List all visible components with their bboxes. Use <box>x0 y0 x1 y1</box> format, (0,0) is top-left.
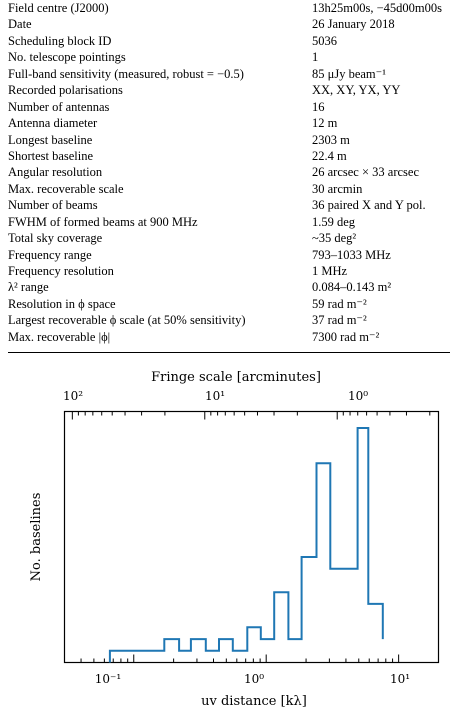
histogram-step-line <box>110 428 383 663</box>
table-row <box>8 115 450 131</box>
x-tick-label-0.1: 10⁻¹ <box>94 672 122 686</box>
parameter-label: Recorded polarisations <box>8 83 123 98</box>
uv-distance-histogram-figure <box>0 368 457 714</box>
top-axis-label: Fringe scale [arcminutes] <box>151 370 321 385</box>
table-row <box>8 181 450 197</box>
table-row <box>8 214 450 230</box>
parameter-value: 13h25m00s, −45d00m00s <box>312 1 442 15</box>
parameter-label: Scheduling block ID <box>8 33 112 48</box>
table-row <box>8 296 450 312</box>
parameter-value: 30 arcmin <box>312 181 363 196</box>
top-tick-label-10: 10¹ <box>204 389 226 403</box>
parameter-label: No. telescope pointings <box>8 50 126 65</box>
table-row <box>8 66 450 82</box>
parameter-label: Total sky coverage <box>8 231 103 246</box>
parameter-label: Field centre (J2000) <box>8 1 109 15</box>
parameter-value: 16 <box>312 99 325 114</box>
parameter-value: 36 paired X and Y pol. <box>312 198 426 213</box>
parameter-value: 0.084–0.143 m² <box>312 280 392 295</box>
parameter-label: FWHM of formed beams at 900 MHz <box>8 214 198 229</box>
x-axis-label: uv distance [kλ] <box>201 694 307 709</box>
parameter-label: Date <box>8 17 32 32</box>
parameter-label: λ² range <box>8 280 49 295</box>
parameter-label: Angular resolution <box>8 165 103 180</box>
table-row <box>8 16 450 32</box>
parameter-label: Number of beams <box>8 198 98 213</box>
table-row <box>8 33 450 49</box>
parameter-label: Resolution in ϕ space <box>8 296 116 311</box>
parameter-label: Full-band sensitivity (measured, robust = −0.5) <box>8 66 244 81</box>
parameter-value: 1.59 deg <box>312 214 356 229</box>
table-row <box>8 148 450 164</box>
parameter-label: Frequency range <box>8 247 92 262</box>
x-tick-label-10: 10¹ <box>389 672 411 686</box>
table-row <box>8 312 450 328</box>
table-bottom-rule <box>8 352 450 353</box>
parameter-value: ~35 deg² <box>312 231 357 246</box>
x-tick-label-1: 10⁰ <box>243 672 265 686</box>
parameter-label: Longest baseline <box>8 132 93 147</box>
parameter-value: XX, XY, YX, YY <box>312 83 401 98</box>
table-row <box>8 263 450 279</box>
parameter-value: 12 m <box>312 116 338 131</box>
table-row <box>8 82 450 98</box>
parameter-label: Shortest baseline <box>8 148 94 163</box>
observation-parameters-table <box>8 0 450 345</box>
parameter-value: 5036 <box>312 33 337 48</box>
parameter-label: Antenna diameter <box>8 116 98 131</box>
table-row <box>8 197 450 213</box>
parameter-label: Frequency resolution <box>8 264 114 278</box>
table-row <box>8 49 450 65</box>
top-tick-label-1: 10⁰ <box>347 389 369 403</box>
parameter-value: 7300 rad m⁻² <box>312 329 380 344</box>
y-axis-label: No. baselines <box>29 492 44 582</box>
table-row <box>8 99 450 115</box>
parameter-value: 22.4 m <box>312 148 347 163</box>
parameter-value: 2303 m <box>312 132 350 147</box>
table-row <box>8 247 450 263</box>
parameter-value: 26 arcsec × 33 arcsec <box>312 165 419 180</box>
parameter-value: 26 January 2018 <box>312 17 395 32</box>
table-row <box>8 230 450 246</box>
histogram-layer <box>110 428 383 663</box>
table-row <box>8 329 450 345</box>
parameter-label: Largest recoverable ϕ scale (at 50% sensitivity) <box>8 313 246 328</box>
table-row <box>8 0 450 16</box>
table-row <box>8 279 450 295</box>
parameter-value: 793–1033 MHz <box>312 247 391 262</box>
parameter-value: 37 rad m⁻² <box>312 313 367 328</box>
parameter-value: 1 <box>312 50 319 65</box>
parameter-value: 1 MHz <box>312 264 348 278</box>
parameter-value: 85 μJy beam⁻¹ <box>312 66 386 81</box>
parameter-value: 59 rad m⁻² <box>312 296 367 311</box>
table-row <box>8 164 450 180</box>
parameter-label: Number of antennas <box>8 99 110 114</box>
parameter-label: Max. recoverable scale <box>8 181 124 196</box>
top-tick-label-100: 10² <box>62 389 84 403</box>
table-row <box>8 132 450 148</box>
parameter-label: Max. recoverable |ϕ| <box>8 329 111 344</box>
